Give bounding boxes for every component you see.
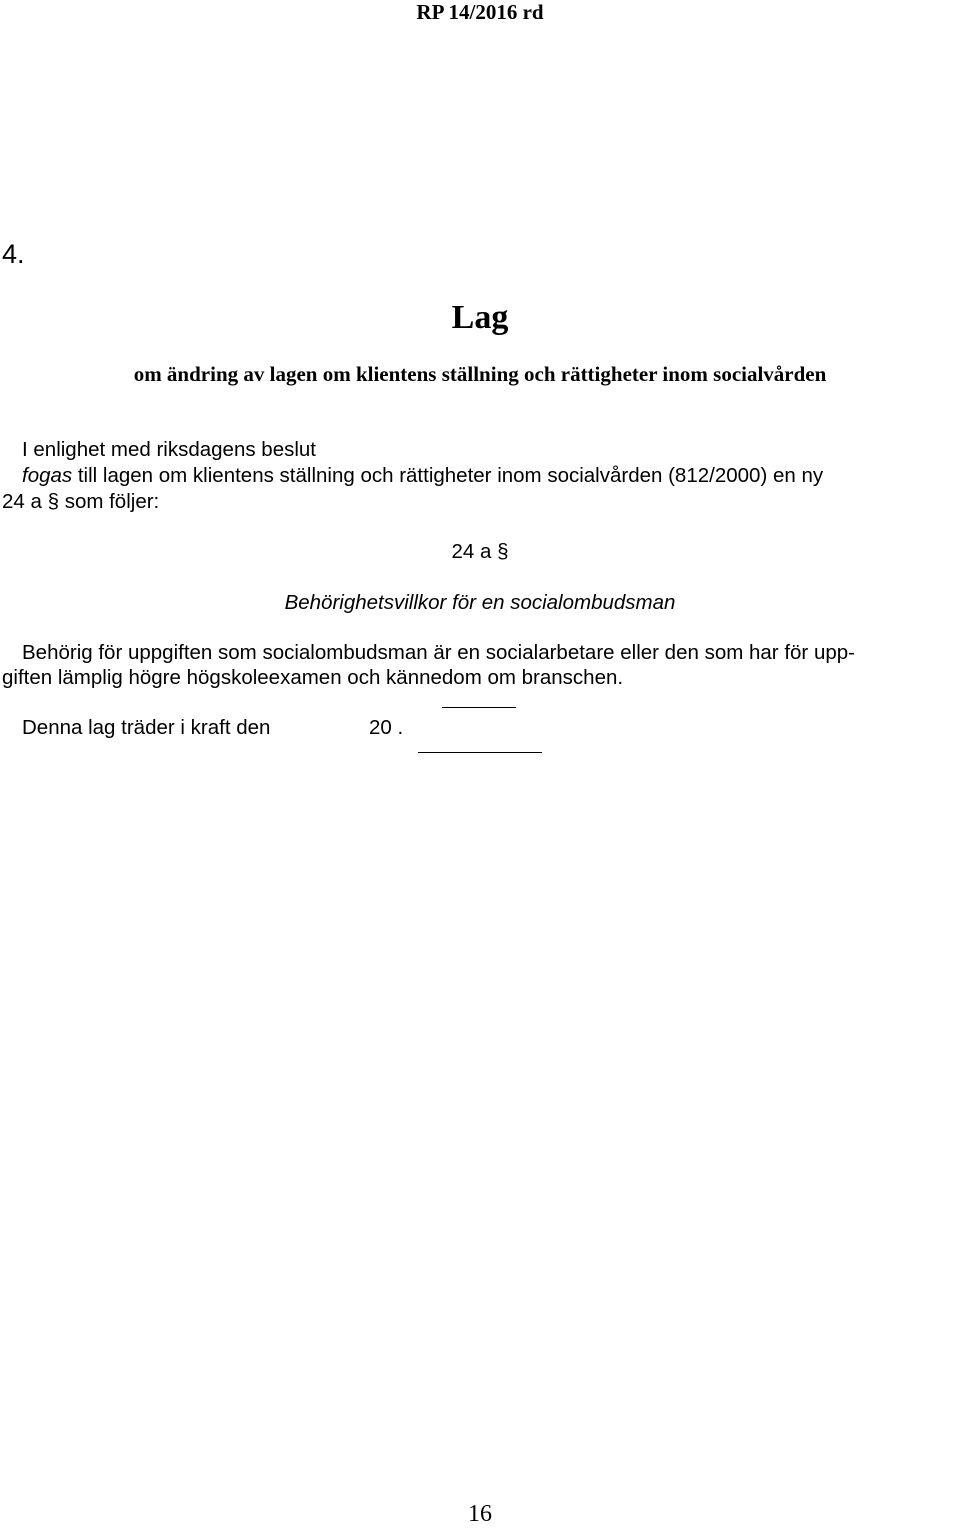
enacting-clause-line-2-text: till lagen om klientens ställning och rättigheter inom socialvården (812/2000) en ny — [72, 464, 824, 487]
section-caption: Behörighetsvillkor för en socialombudsman — [284, 591, 676, 614]
document-end-rule — [418, 752, 542, 753]
law-subtitle: om ändring av lagen om klientens ställning och rättigheter inom socialvården — [133, 362, 827, 386]
entry-into-force-year: 20 . — [369, 716, 404, 739]
enacting-clause-line-3: 24 a § som följer: — [2, 490, 160, 513]
law-title: Lag — [451, 299, 509, 336]
section-end-rule — [442, 707, 516, 708]
page-number: 16 — [468, 1501, 492, 1527]
provision-text-line-1: Behörig för uppgiften som socialombudsman är en socialarbetare eller den som har för upp- — [22, 641, 855, 664]
enacting-clause-line-1: I enlighet med riksdagens beslut — [22, 438, 317, 461]
document-header: RP 14/2016 rd — [416, 0, 544, 24]
enacting-verb: fogas — [22, 464, 73, 487]
provision-text-line-2: giften lämplig högre högskoleexamen och kännedom om branschen. — [2, 666, 624, 689]
section-heading: 24 a § — [451, 540, 509, 563]
enacting-clause-line-2 — [22, 462, 823, 489]
entry-into-force-text: Denna lag träder i kraft den — [22, 716, 271, 739]
section-number: 4. — [2, 239, 25, 269]
